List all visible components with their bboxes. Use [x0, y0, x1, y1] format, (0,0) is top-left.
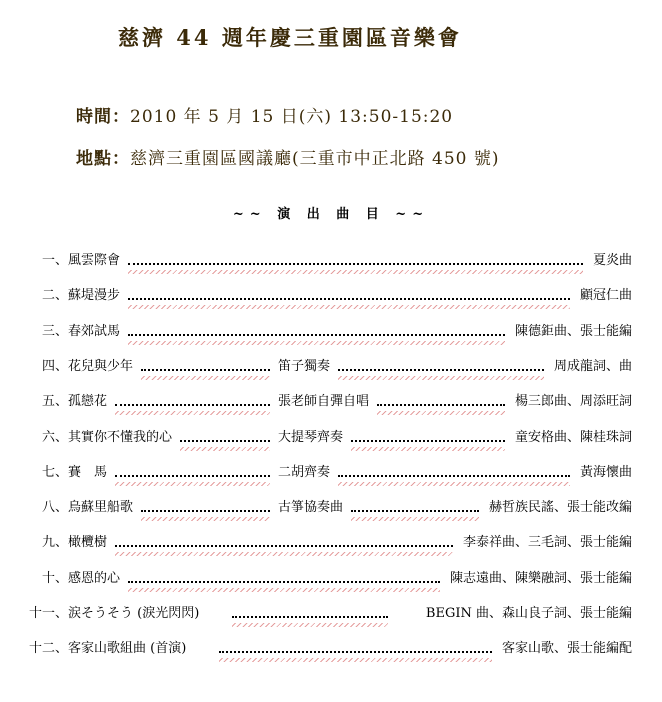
- spellcheck-underline: [128, 305, 570, 309]
- program-number: 四、: [41, 358, 68, 374]
- program-performance: 古箏協奏曲: [278, 500, 344, 516]
- program-credit: 黃海懷曲: [579, 464, 632, 480]
- leader-dots: [128, 581, 440, 583]
- program-credit: 周成龍詞、曲: [553, 358, 632, 374]
- program-song: 蘇堤漫步: [68, 288, 121, 304]
- program-number: 三、: [41, 323, 68, 339]
- program-song: 橄欖樹: [68, 535, 108, 551]
- program-credit: 陳志遠曲、陳樂融詞、張士能編: [449, 570, 632, 586]
- program-song: 客家山歌組曲 (首演): [68, 641, 187, 657]
- program-number: 十一、: [28, 606, 68, 621]
- leader-dots: [141, 369, 270, 371]
- program-row: [0, 391, 640, 413]
- leader-dots: [115, 475, 270, 477]
- program-credit: BEGIN 曲、森山良子詞、張士能編: [425, 606, 632, 621]
- program-number: 六、: [41, 429, 68, 445]
- leader-dots: [141, 510, 270, 512]
- program-song: 涙そうそう (淚光閃閃): [68, 606, 200, 621]
- program-row: [0, 638, 640, 660]
- spellcheck-underline: [115, 411, 270, 415]
- spellcheck-underline: [115, 552, 453, 556]
- program-credit: 夏炎曲: [592, 253, 632, 268]
- leader-dots: [377, 404, 505, 406]
- spellcheck-underline: [141, 517, 270, 521]
- program-row: [0, 568, 640, 590]
- program-number: 九、: [41, 535, 68, 551]
- spellcheck-underline: [338, 376, 544, 380]
- spellcheck-underline: [351, 517, 479, 521]
- program-number: 八、: [41, 500, 68, 516]
- program-number: 十、: [41, 570, 68, 586]
- program-row: [0, 285, 640, 307]
- program-credit: 李泰祥曲、三毛詞、張士能編: [462, 535, 632, 551]
- program-row: [0, 250, 640, 272]
- program-row: [0, 603, 640, 625]
- program-credit: 楊三郎曲、周添旺詞: [514, 394, 632, 410]
- leader-dots: [232, 616, 388, 618]
- spellcheck-underline: [128, 270, 583, 274]
- program-performance: 張老師自彈自唱: [278, 394, 370, 410]
- program-row: [0, 497, 640, 519]
- program-heading: ~~ 演 出 曲 目 ~~: [232, 207, 430, 222]
- time-value: 2010 年 5 月 15 日(六) 13:50-15:20: [130, 107, 454, 127]
- program-song: 烏蘇里船歌: [68, 500, 134, 516]
- program-row: [0, 321, 640, 343]
- time-label: 時間：: [76, 107, 130, 127]
- place-label: 地點：: [76, 149, 130, 169]
- leader-dots: [351, 510, 479, 512]
- leader-dots: [219, 651, 492, 653]
- leader-dots: [115, 404, 270, 406]
- program-credit: 童安格曲、陳桂珠詞: [514, 429, 632, 445]
- spellcheck-underline: [128, 588, 440, 592]
- program-song: 花兒與少年: [68, 358, 134, 374]
- program-number: 二、: [41, 288, 68, 304]
- leader-dots: [180, 440, 270, 442]
- program-number: 七、: [41, 464, 68, 480]
- program-row: [0, 532, 640, 554]
- spellcheck-underline: [180, 447, 270, 451]
- leader-dots: [115, 545, 453, 547]
- program-song: 其實你不懂我的心: [68, 429, 173, 445]
- program-performance: 笛子獨奏: [278, 358, 331, 374]
- spellcheck-underline: [338, 482, 570, 486]
- program-song: 風雲際會: [68, 253, 121, 268]
- spellcheck-underline: [128, 341, 505, 345]
- program-row: [0, 427, 640, 449]
- leader-dots: [128, 298, 570, 300]
- program-credit: 顧冠仁曲: [579, 288, 632, 304]
- place-line: [76, 144, 500, 169]
- place-value: 慈濟三重園區國議廳(三重市中正北路 450 號): [130, 149, 500, 169]
- program-song: 賽 馬: [68, 464, 108, 480]
- program-number: 一、: [41, 253, 68, 268]
- program-number: 十二、: [28, 641, 68, 657]
- time-line: [76, 102, 453, 127]
- leader-dots: [338, 369, 544, 371]
- program-song: 感恩的心: [68, 570, 121, 586]
- program-song: 孤戀花: [68, 394, 108, 410]
- program-performance: 大提琴齊奏: [278, 429, 344, 445]
- spellcheck-underline: [219, 658, 492, 662]
- program-credit: 客家山歌、張士能編配: [501, 641, 632, 657]
- spellcheck-underline: [232, 623, 388, 627]
- program-credit: 赫哲族民謠、張士能改編: [488, 500, 632, 516]
- spellcheck-underline: [141, 376, 270, 380]
- concert-title: 慈濟 44 週年慶三重園區音樂會: [118, 25, 462, 50]
- program-number: 五、: [41, 394, 68, 410]
- spellcheck-underline: [115, 482, 270, 486]
- program-row: [0, 462, 640, 484]
- program-credit: 陳德鉅曲、張士能編: [514, 323, 632, 339]
- leader-dots: [351, 440, 505, 442]
- spellcheck-underline: [351, 447, 505, 451]
- program-row: [0, 356, 640, 378]
- leader-dots: [128, 334, 505, 336]
- spellcheck-underline: [377, 411, 505, 415]
- program-song: 春郊試馬: [68, 323, 121, 339]
- leader-dots: [338, 475, 570, 477]
- program-performance: 二胡齊奏: [278, 464, 331, 480]
- leader-dots: [128, 263, 583, 265]
